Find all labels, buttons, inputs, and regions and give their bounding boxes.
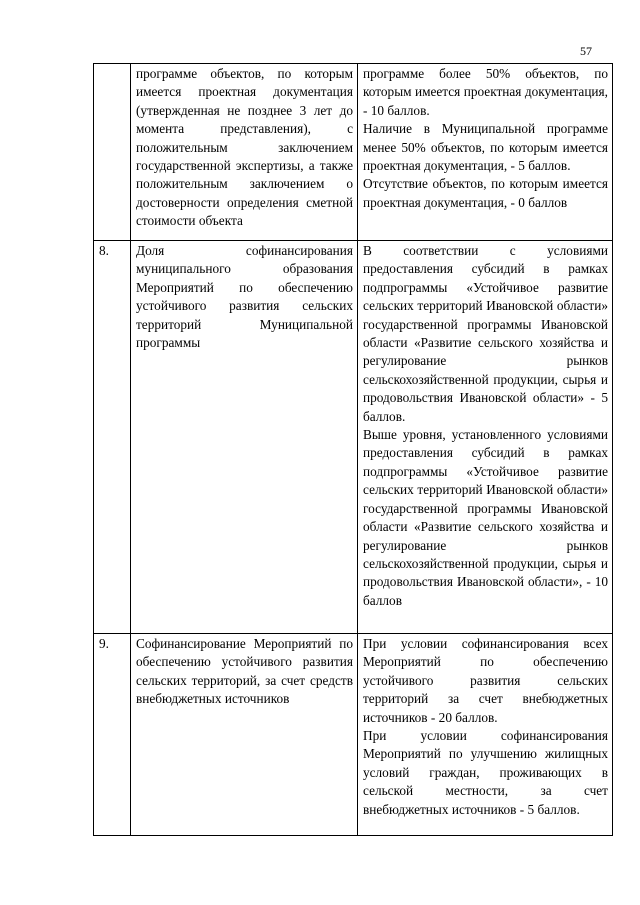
criterion-cell: программе объектов, по которым имеется проектная документация (утвержденная не позднее 3 лет до момента представления), с положительным заключением государственной экспертизы, а также положительным заключением о достоверности определения сметной стоимости объекта — [131, 64, 358, 241]
scoring-cell — [358, 241, 613, 634]
scoring-paragraph: При условии софинансирования Мероприятий по улучшению жилищных условий граждан, проживающих в сельской местности, за счет внебюджетных источников - 5 баллов. — [363, 728, 608, 817]
table-row — [94, 634, 613, 836]
scoring-paragraph: В соответствии с условиями предоставления субсидий в рамках подпрограммы «Устойчивое развитие сельских территорий Ивановской области» государственной программы Ивановской области «Развитие сельского хозяйства и регулирование рынков сельскохозяйственной продукции, сырья и продовольствия Ивановской области» - 5 баллов. — [363, 243, 608, 424]
row-number-cell: 9. — [94, 634, 131, 836]
scoring-paragraph: Наличие в Муниципальной программе менее 50% объектов, по которым имеется проектная документация, - 5 баллов. — [363, 121, 608, 174]
criterion-cell: Доля софинансирования муниципального образования Мероприятий по обеспечению устойчивого развития сельских территорий Муниципальной программы — [131, 241, 358, 634]
table-row — [94, 64, 613, 241]
scoring-paragraph: При условии софинансирования всех Мероприятий по обеспечению устойчивого развития сельских территорий за счет внебюджетных источников - 20 баллов. — [363, 636, 608, 725]
row-number-cell: 8. — [94, 241, 131, 634]
page-number: 57 — [580, 44, 592, 58]
criteria-table — [93, 63, 613, 836]
scoring-paragraph: Отсутствие объектов, по которым имеется проектная документация, - 0 баллов — [363, 176, 608, 210]
scoring-paragraph: Выше уровня, установленного условиями предоставления субсидий в рамках подпрограммы «Устойчивое развитие сельских территорий Ивановской области» государственной программы Ивановской области «Развитие сельского хозяйства и регулирование рынков сельскохозяйственной продукции, сырья и продовольствия Ивановской области», - 10 баллов — [363, 427, 608, 608]
scoring-cell — [358, 634, 613, 836]
table-row — [94, 241, 613, 634]
scoring-paragraph: программе более 50% объектов, по которым имеется проектная документация, - 10 баллов. — [363, 66, 608, 118]
criterion-cell: Софинансирование Мероприятий по обеспечению устойчивого развития сельских территорий, за счет средств внебюджетных источников — [131, 634, 358, 836]
row-number-cell — [94, 64, 131, 241]
scoring-cell — [358, 64, 613, 241]
